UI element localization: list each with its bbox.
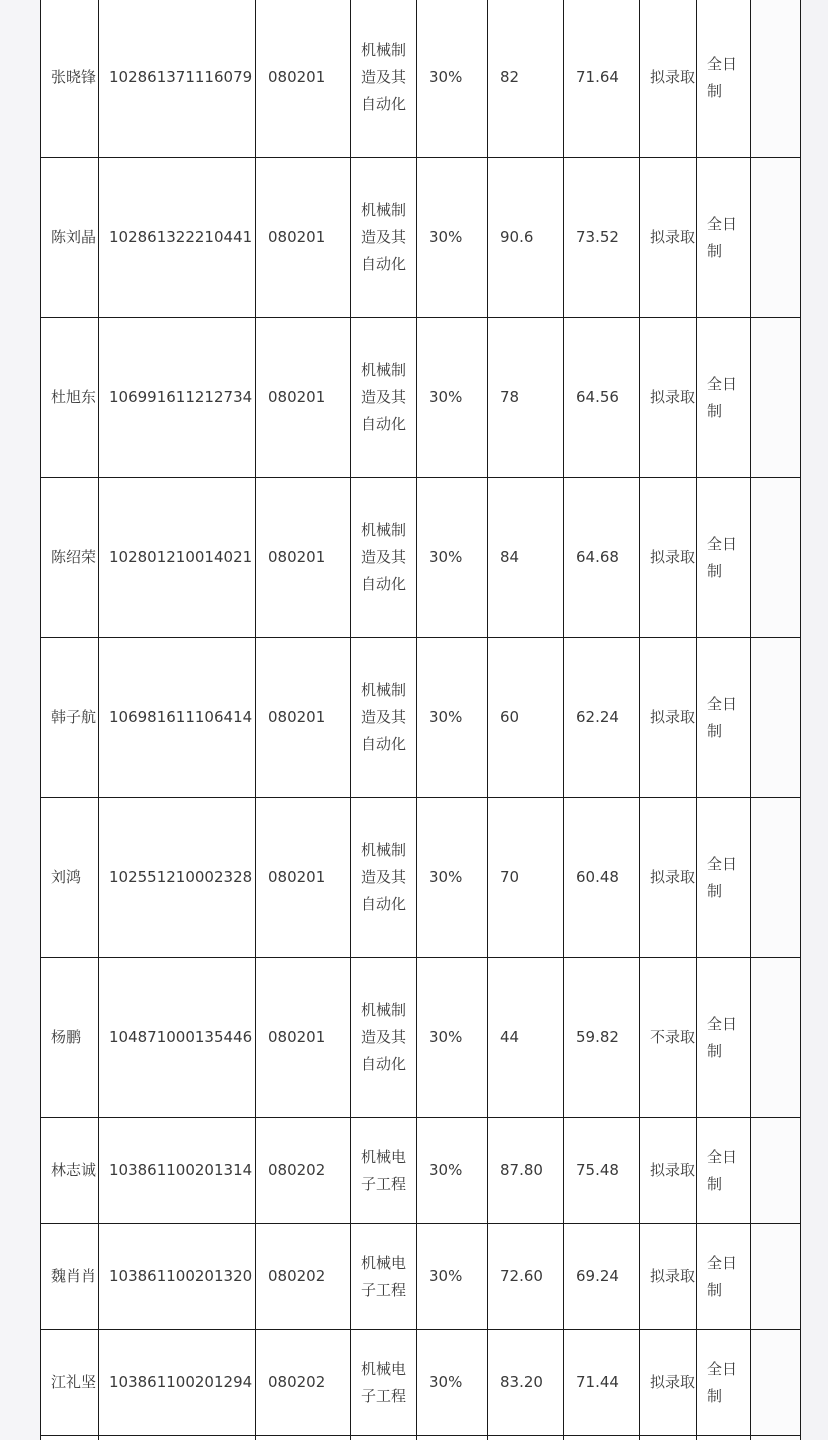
major-code-cell <box>256 1436 351 1440</box>
ratio-cell: 30% <box>417 638 488 798</box>
major-name-cell: 机械制造及其自动化 <box>351 318 417 478</box>
retest-score-cell <box>488 1436 564 1440</box>
exam-id-cell: 102801210014021 <box>99 478 256 638</box>
total-score-cell: 64.56 <box>564 318 640 478</box>
table-row <box>41 478 801 638</box>
ratio-cell: 30% <box>417 1330 488 1436</box>
study-mode-cell: 全日制 <box>697 318 751 478</box>
major-code-cell: 080202 <box>256 1330 351 1436</box>
ratio-cell: 30% <box>417 158 488 318</box>
extra-cell <box>751 318 801 478</box>
major-code-cell: 080201 <box>256 958 351 1118</box>
table-row <box>41 798 801 958</box>
name-cell <box>41 1436 99 1440</box>
retest-score-cell: 72.60 <box>488 1224 564 1330</box>
table-body <box>41 0 801 1440</box>
right-margin <box>800 0 828 1440</box>
admission-status-cell: 不录取 <box>640 958 697 1118</box>
ratio-cell: 30% <box>417 1118 488 1224</box>
table-row <box>41 638 801 798</box>
total-score-cell: 71.64 <box>564 0 640 158</box>
major-code-cell: 080201 <box>256 158 351 318</box>
exam-id-cell: 102861322210441 <box>99 158 256 318</box>
extra-cell <box>751 0 801 158</box>
name-cell: 陈刘晶 <box>41 158 99 318</box>
left-margin <box>0 0 40 1440</box>
major-name-cell <box>351 1436 417 1440</box>
major-name-cell: 机械制造及其自动化 <box>351 638 417 798</box>
major-name-cell: 机械电子工程 <box>351 1224 417 1330</box>
table-row <box>41 0 801 158</box>
admission-status-cell: 拟录取 <box>640 1330 697 1436</box>
table-row <box>41 318 801 478</box>
name-cell: 刘鸿 <box>41 798 99 958</box>
ratio-cell: 30% <box>417 0 488 158</box>
total-score-cell <box>564 1436 640 1440</box>
major-code-cell: 080202 <box>256 1224 351 1330</box>
admission-status-cell: 拟录取 <box>640 478 697 638</box>
name-cell: 张晓锋 <box>41 0 99 158</box>
study-mode-cell: 全日制 <box>697 158 751 318</box>
admission-status-cell: 拟录取 <box>640 318 697 478</box>
total-score-cell: 64.68 <box>564 478 640 638</box>
table-row <box>41 1118 801 1224</box>
extra-cell <box>751 478 801 638</box>
name-cell: 陈绍荣 <box>41 478 99 638</box>
name-cell: 杜旭东 <box>41 318 99 478</box>
ratio-cell: 30% <box>417 1224 488 1330</box>
retest-score-cell: 82 <box>488 0 564 158</box>
admission-status-cell: 拟录取 <box>640 638 697 798</box>
exam-id-cell: 103861100201314 <box>99 1118 256 1224</box>
exam-id-cell <box>99 1436 256 1440</box>
extra-cell <box>751 1224 801 1330</box>
study-mode-cell: 全日制 <box>697 798 751 958</box>
ratio-cell <box>417 1436 488 1440</box>
major-name-cell: 机械制造及其自动化 <box>351 478 417 638</box>
ratio-cell: 30% <box>417 798 488 958</box>
exam-id-cell: 106991611212734 <box>99 318 256 478</box>
table-row <box>41 158 801 318</box>
exam-id-cell: 103861100201294 <box>99 1330 256 1436</box>
extra-cell <box>751 1118 801 1224</box>
exam-id-cell: 102861371116079 <box>99 0 256 158</box>
name-cell: 江礼坚 <box>41 1330 99 1436</box>
extra-cell <box>751 158 801 318</box>
major-name-cell: 机械电子工程 <box>351 1330 417 1436</box>
admission-table <box>40 0 801 1440</box>
major-name-cell: 机械制造及其自动化 <box>351 798 417 958</box>
admission-status-cell: 拟录取 <box>640 158 697 318</box>
extra-cell <box>751 958 801 1118</box>
retest-score-cell: 44 <box>488 958 564 1118</box>
table-row <box>41 1224 801 1330</box>
retest-score-cell: 78 <box>488 318 564 478</box>
retest-score-cell: 87.80 <box>488 1118 564 1224</box>
study-mode-cell: 全日制 <box>697 1224 751 1330</box>
study-mode-cell: 全日制 <box>697 958 751 1118</box>
major-code-cell: 080201 <box>256 0 351 158</box>
major-code-cell: 080201 <box>256 638 351 798</box>
extra-cell <box>751 1436 801 1440</box>
admission-status-cell: 拟录取 <box>640 1118 697 1224</box>
study-mode-cell: 全日制 <box>697 478 751 638</box>
retest-score-cell: 83.20 <box>488 1330 564 1436</box>
name-cell: 林志诚 <box>41 1118 99 1224</box>
study-mode-cell <box>697 1436 751 1440</box>
study-mode-cell: 全日制 <box>697 1330 751 1436</box>
exam-id-cell: 102551210002328 <box>99 798 256 958</box>
study-mode-cell: 全日制 <box>697 0 751 158</box>
name-cell: 魏肖肖 <box>41 1224 99 1330</box>
total-score-cell: 71.44 <box>564 1330 640 1436</box>
major-code-cell: 080201 <box>256 478 351 638</box>
table-row <box>41 1436 801 1440</box>
table-row <box>41 958 801 1118</box>
exam-id-cell: 106981611106414 <box>99 638 256 798</box>
total-score-cell: 59.82 <box>564 958 640 1118</box>
major-name-cell: 机械制造及其自动化 <box>351 158 417 318</box>
retest-score-cell: 90.6 <box>488 158 564 318</box>
total-score-cell: 73.52 <box>564 158 640 318</box>
admission-status-cell: 拟录取 <box>640 798 697 958</box>
major-name-cell: 机械电子工程 <box>351 1118 417 1224</box>
extra-cell <box>751 798 801 958</box>
retest-score-cell: 60 <box>488 638 564 798</box>
exam-id-cell: 103861100201320 <box>99 1224 256 1330</box>
total-score-cell: 75.48 <box>564 1118 640 1224</box>
retest-score-cell: 70 <box>488 798 564 958</box>
name-cell: 杨鹏 <box>41 958 99 1118</box>
study-mode-cell: 全日制 <box>697 1118 751 1224</box>
name-cell: 韩子航 <box>41 638 99 798</box>
admission-status-cell <box>640 1436 697 1440</box>
exam-id-cell: 104871000135446 <box>99 958 256 1118</box>
extra-cell <box>751 638 801 798</box>
retest-score-cell: 84 <box>488 478 564 638</box>
admission-status-cell: 拟录取 <box>640 0 697 158</box>
total-score-cell: 60.48 <box>564 798 640 958</box>
ratio-cell: 30% <box>417 958 488 1118</box>
total-score-cell: 69.24 <box>564 1224 640 1330</box>
major-name-cell: 机械制造及其自动化 <box>351 958 417 1118</box>
extra-cell <box>751 1330 801 1436</box>
ratio-cell: 30% <box>417 318 488 478</box>
total-score-cell: 62.24 <box>564 638 640 798</box>
ratio-cell: 30% <box>417 478 488 638</box>
major-name-cell: 机械制造及其自动化 <box>351 0 417 158</box>
major-code-cell: 080202 <box>256 1118 351 1224</box>
admission-status-cell: 拟录取 <box>640 1224 697 1330</box>
major-code-cell: 080201 <box>256 318 351 478</box>
study-mode-cell: 全日制 <box>697 638 751 798</box>
table-row <box>41 1330 801 1436</box>
major-code-cell: 080201 <box>256 798 351 958</box>
